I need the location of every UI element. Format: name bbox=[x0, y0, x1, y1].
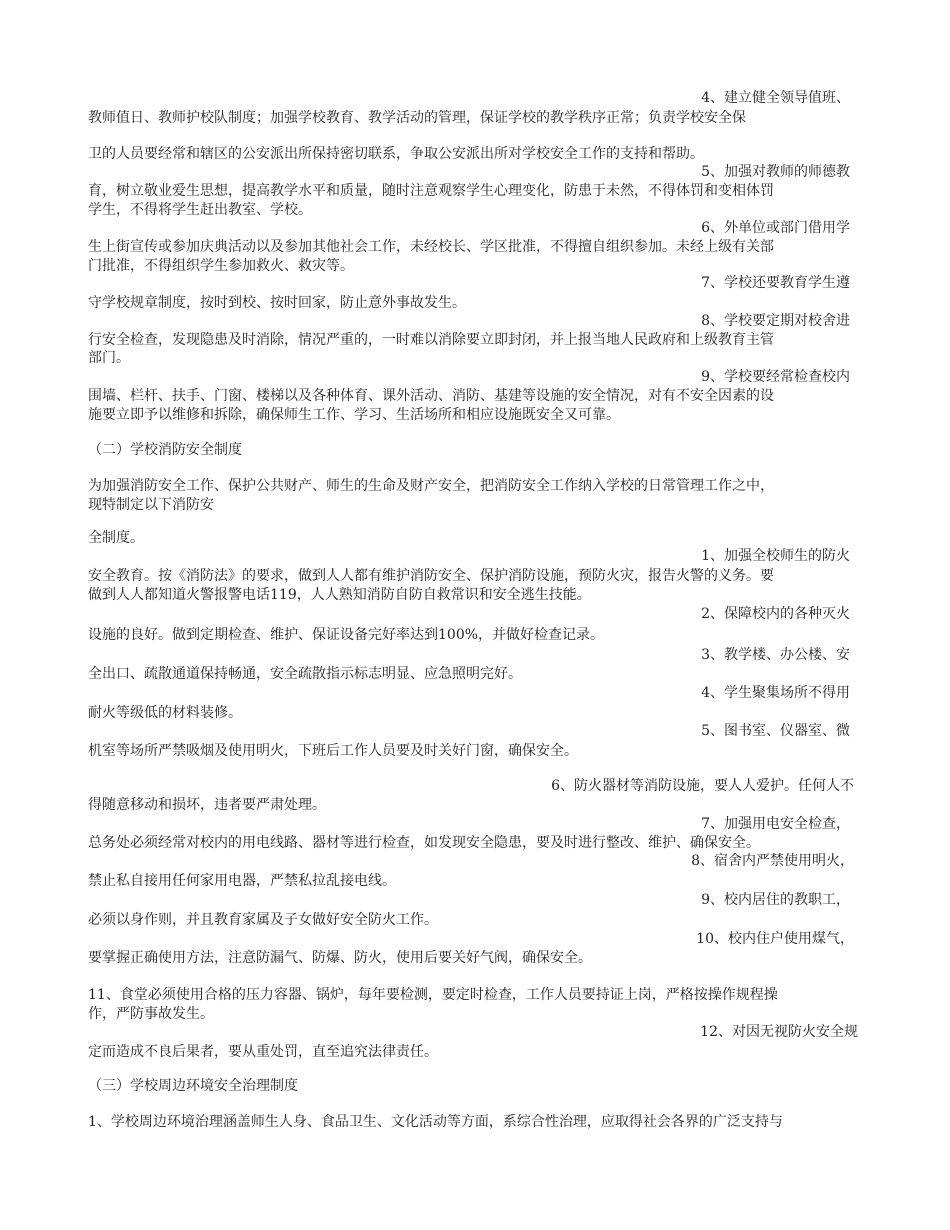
text-line: 定而造成不良后果者，要从重处罚，直至追究法律责任。 bbox=[88, 1044, 438, 1060]
text-line: 2、保障校内的各种灭火 bbox=[701, 606, 850, 622]
text-line: 5、加强对教师的师德教 bbox=[701, 164, 850, 180]
text-line: 总务处必须经常对校内的用电线路、器材等进行检查，如发现安全隐患，要及时进行整改、维护、确保安全。 bbox=[88, 835, 760, 851]
text-line: 作，严防事故发生。 bbox=[88, 1006, 214, 1022]
text-line: 围墙、栏杆、扶手、门窗、楼梯以及各种体育、课外活动、消防、基建等设施的安全情况，对有不安全因素的设 bbox=[88, 388, 774, 404]
text-line: 9、学校要经常检查校内 bbox=[701, 369, 850, 385]
text-line: 机室等场所严禁吸烟及使用明火，下班后工作人员要及时关好门窗，确保安全。 bbox=[88, 743, 578, 759]
text-line: 现特制定以下消防安 bbox=[88, 497, 214, 513]
text-line: 部门。 bbox=[88, 350, 130, 366]
text-line: 设施的良好。做到定期检查、维护、保证设备完好率达到100%，并做好检查记录。 bbox=[88, 627, 605, 643]
text-line: 禁止私自接用任何家用电器，严禁私拉乱接电线。 bbox=[88, 873, 396, 889]
text-line: 9、校内居住的教职工， bbox=[701, 892, 850, 908]
text-line: 3、教学楼、办公楼、安 bbox=[701, 647, 850, 663]
text-line: 10、校内住户使用煤气， bbox=[696, 931, 854, 947]
text-line: 教师值日、教师护校队制度；加强学校教育、教学活动的管理，保证学校的教学秩序正常；负责学校安全保 bbox=[88, 110, 746, 126]
text-line: 11、食堂必须使用合格的压力容器、锅炉，每年要检测，要定时检查，工作人员要持证上岗，严格按操作规程操 bbox=[88, 987, 778, 1003]
text-line: 5、图书室、仪器室、微 bbox=[701, 723, 850, 739]
text-line: 得随意移动和损坏，违者要严肃处理。 bbox=[88, 797, 326, 813]
text-line: 7、加强用电安全检查， bbox=[701, 816, 850, 832]
text-line: 1、学校周边环境治理涵盖师生人身、食品卫生、文化活动等方面，系综合性治理，应取得社会各界的广泛支持与 bbox=[88, 1114, 783, 1130]
section-heading: （二）学校消防安全制度 bbox=[88, 442, 242, 458]
text-line: 4、学生聚集场所不得用 bbox=[701, 685, 850, 701]
text-line: 8、宿舍内严禁使用明火， bbox=[691, 853, 854, 869]
text-line: 12、对因无视防火安全规 bbox=[700, 1024, 858, 1040]
text-line: 卫的人员要经常和辖区的公安派出所保持密切联系，争取公安派出所对学校安全工作的支持和帮助。 bbox=[88, 146, 704, 162]
text-line: 7、学校还要教育学生遵 bbox=[701, 275, 850, 291]
text-line: 1、加强全校师生的防火 bbox=[701, 548, 850, 564]
text-line: 安全教育。按《消防法》的要求，做到人人都有维护消防安全、保护消防设施，预防火灾，报告火警的义务。要 bbox=[88, 568, 774, 584]
text-line: 为加强消防安全工作、保护公共财产、师生的生命及财产安全，把消防安全工作纳入学校的日常管理工作之中， bbox=[88, 478, 774, 494]
text-line: 学生，不得将学生赶出教室、学校。 bbox=[88, 202, 312, 218]
text-line: 做到人人都知道火警报警电话119，人人熟知消防自防自救常识和安全逃生技能。 bbox=[88, 587, 591, 603]
text-line: 必须以身作则，并且教育家属及子女做好安全防火工作。 bbox=[88, 912, 438, 928]
text-line: 行安全检查，发现隐患及时消除，情况严重的，一时难以消除要立即封闭，并上报当地人民政府和上级教育主管 bbox=[88, 332, 774, 348]
text-line: 耐火等级低的材料装修。 bbox=[88, 705, 242, 721]
text-line: 育，树立敬业爱生思想，提高教学水平和质量，随时注意观察学生心理变化，防患于未然，不得体罚和变相体罚 bbox=[88, 183, 774, 199]
text-line: 生上街宣传或参加庆典活动以及参加其他社会工作，未经校长、学区批准，不得擅自组织参加。未经上级有关部 bbox=[88, 239, 774, 255]
text-line: 6、防火器材等消防设施，要人人爱护。任何人不 bbox=[551, 778, 854, 794]
text-line: 要掌握正确使用方法，注意防漏气、防爆、防火，使用后要关好气阀，确保安全。 bbox=[88, 950, 592, 966]
text-line: 施要立即予以维修和拆除，确保师生工作、学习、生活场所和相应设施既安全又可靠。 bbox=[88, 407, 620, 423]
text-line: 门批准，不得组织学生参加救火、救灾等。 bbox=[88, 258, 354, 274]
text-line: 8、学校要定期对校舍进 bbox=[701, 313, 850, 329]
text-line: 4、建立健全领导值班、 bbox=[701, 90, 850, 106]
text-line: 守学校规章制度，按时到校、按时回家，防止意外事故发生。 bbox=[88, 295, 466, 311]
text-line: 全制度。 bbox=[88, 530, 144, 546]
text-line: 6、外单位或部门借用学 bbox=[701, 220, 850, 236]
section-heading: （三）学校周边环境安全治理制度 bbox=[88, 1078, 298, 1094]
text-line: 全出口、疏散通道保持畅通，安全疏散指示标志明显、应急照明完好。 bbox=[88, 666, 522, 682]
